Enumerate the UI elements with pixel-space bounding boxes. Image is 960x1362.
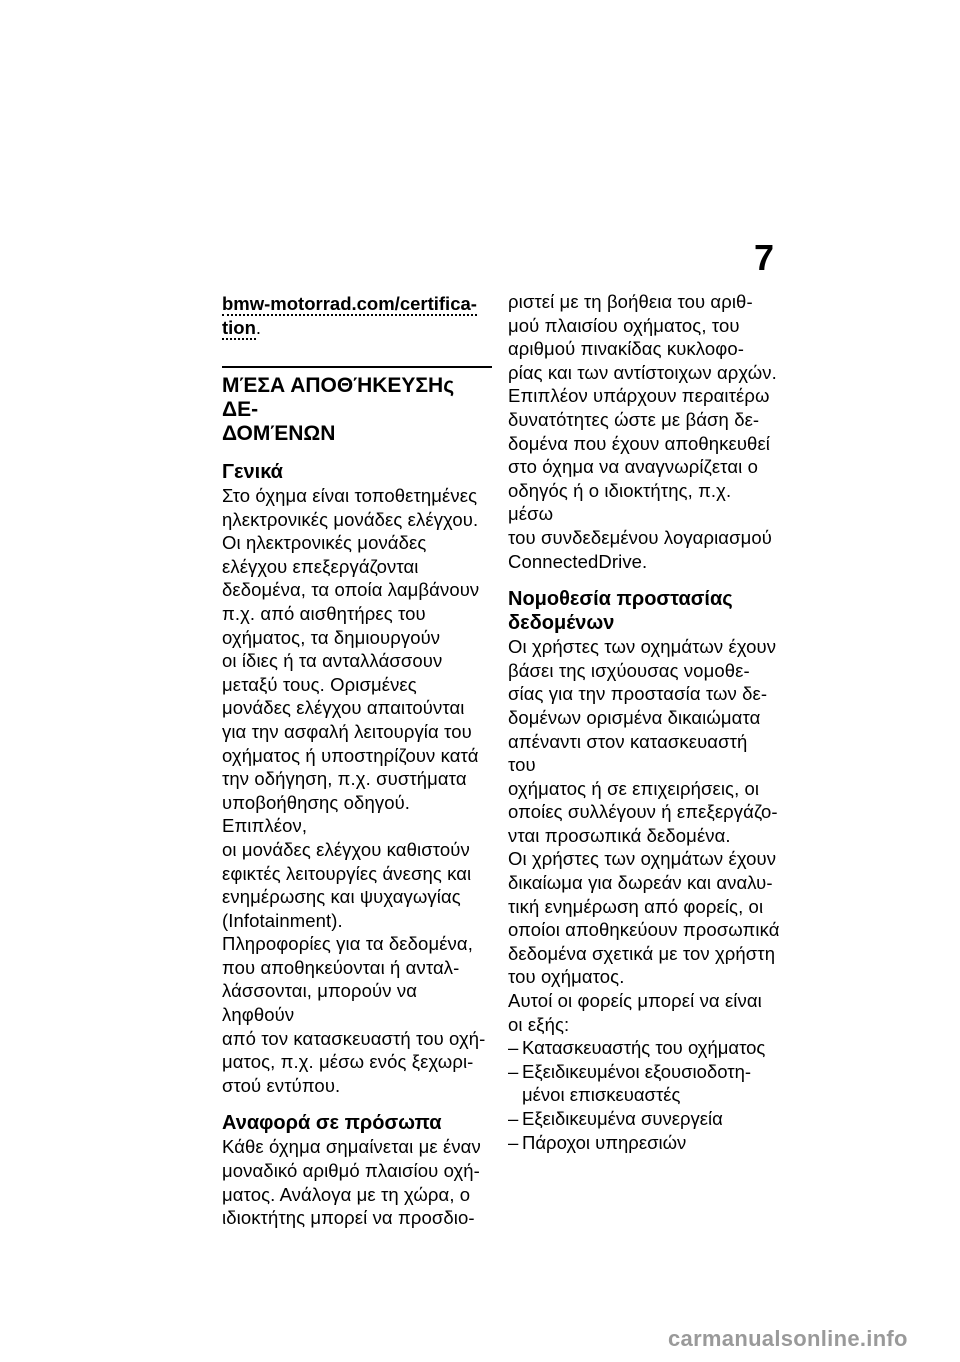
- text-line: οι μονάδες ελέγχου καθιστούν: [222, 838, 470, 860]
- text-line: στού εντύπου.: [222, 1074, 341, 1096]
- text-line: ιδιοκτήτης μπορεί να προσδιο-: [222, 1207, 475, 1229]
- text-line: σίας για την προστασία των δε-: [508, 683, 768, 705]
- text-line: μονάδες ελέγχου απαιτούνται: [222, 697, 465, 719]
- text-line: οποίες συλλέγουν ή επεξεργάζο-: [508, 801, 778, 823]
- text-line: απέναντι στον κατασκευαστή του: [508, 730, 748, 776]
- text-line: από τον κατασκευαστή του οχή-: [222, 1027, 486, 1049]
- text-line: ματος, π.χ. μέσω ενός ξεχωρι-: [222, 1051, 474, 1073]
- text-line: ματος. Ανάλογα με τη χώρα, ο: [222, 1183, 471, 1205]
- list-item-text-line-1: Εξειδικευμένοι εξουσιοδοτη-: [522, 1060, 752, 1082]
- list-item-text: Κατασκευαστής του οχήματος: [522, 1037, 766, 1059]
- section-title-line-2: ΔΟΜΈΝΩΝ: [222, 422, 336, 445]
- dash-bullet: –: [508, 1131, 519, 1153]
- text-line: τική ενημέρωση από φορείς, οι: [508, 895, 764, 917]
- text-line: οχήματος, τα δημιουργούν: [222, 626, 441, 648]
- text-line: βάσει της ισχύουσας νομοθε-: [508, 659, 750, 681]
- list-item: [508, 1036, 780, 1060]
- law-heading: [508, 587, 780, 635]
- certification-link-block: [222, 292, 492, 340]
- text-line: στο όχημα να αναγνωρίζεται ο: [508, 456, 758, 478]
- general-heading: Γενικά: [222, 461, 283, 483]
- text-line: ηλεκτρονικές μονάδες ελέγχου.: [222, 508, 479, 530]
- text-line: δεδομένα σχετικά με τον χρήστη: [508, 942, 776, 964]
- text-line: Οι χρήστες των οχημάτων έχουν: [508, 848, 777, 870]
- text-line: για την ασφαλή λειτουργία του: [222, 720, 472, 742]
- text-line: π.χ. από αισθητήρες του: [222, 602, 426, 624]
- text-line: λάσσονται, μπορούν να ληφθούν: [222, 980, 417, 1026]
- persons-paragraph: [222, 1135, 492, 1229]
- persons-heading: Αναφορά σε πρόσωπα: [222, 1112, 442, 1135]
- link-suffix: .: [255, 317, 262, 338]
- text-line: οι εξής:: [508, 1013, 570, 1035]
- section-title-line-1: ΜΈΣΑ ΑΠΟΘΉΚΕΥΣΗς ΔΕ-: [222, 374, 455, 421]
- text-line: μοναδικό αριθμό πλαισίου οχή-: [222, 1160, 480, 1182]
- continuation-paragraph: [508, 290, 780, 573]
- text-line: μού πλαισίου οχήματος, του: [508, 314, 740, 336]
- text-line: δεδομένα, τα οποία λαμβάνουν: [222, 579, 480, 601]
- text-line: Κάθε όχημα σημαίνεται με έναν: [222, 1136, 481, 1158]
- general-paragraph: [222, 484, 492, 1097]
- text-line: ενημέρωσης και ψυχαγωγίας: [222, 886, 461, 908]
- text-line: οι ίδιες ή τα ανταλλάσσουν: [222, 650, 443, 672]
- law-paragraph: [508, 635, 780, 1036]
- section-title: [222, 374, 492, 446]
- law-heading-line-1: Νομοθεσία προστασίας: [508, 588, 733, 611]
- list-item: [508, 1131, 780, 1155]
- text-line: ελέγχου επεξεργάζονται: [222, 555, 419, 577]
- text-line: Επιπλέον υπάρχουν περαιτέρω: [508, 385, 770, 407]
- law-heading-line-2: δεδομένων: [508, 612, 615, 635]
- text-line: δομένα που έχουν αποθηκευθεί: [508, 432, 771, 454]
- text-line: του οχήματος.: [508, 966, 625, 988]
- text-line: ριστεί με τη βοήθεια του αριθ-: [508, 291, 753, 312]
- text-line: οποίοι αποθηκεύουν προσωπικά: [508, 919, 780, 941]
- dash-bullet: –: [508, 1037, 519, 1059]
- right-column: [508, 290, 780, 1154]
- text-line: ρίας και των αντίστοιχων αρχών.: [508, 361, 777, 383]
- section-divider: [222, 366, 492, 368]
- list-item-text: Εξειδικευμένα συνεργεία: [522, 1108, 723, 1129]
- list-item: [508, 1107, 780, 1131]
- text-line: Οι χρήστες των οχημάτων έχουν: [508, 636, 777, 658]
- text-line: οδηγός ή ο ιδιοκτήτης, π.χ. μέσω: [508, 479, 732, 525]
- text-line: αριθμού πινακίδας κυκλοφο-: [508, 338, 744, 360]
- text-line: δομένων ορισμένα δικαιώματα: [508, 706, 761, 728]
- text-line: που αποθηκεύονται ή ανταλ-: [222, 956, 460, 978]
- text-line: υποβοήθησης οδηγού. Επιπλέον,: [222, 791, 411, 837]
- text-line: δυνατότητες ώστε με βάση δε-: [508, 408, 760, 430]
- list-item: [508, 1060, 780, 1107]
- entities-list: [508, 1036, 780, 1154]
- text-line: μεταξύ τους. Ορισμένες: [222, 673, 417, 695]
- text-line: Πληροφορίες για τα δεδομένα,: [222, 933, 473, 955]
- text-line: ConnectedDrive.: [508, 550, 648, 572]
- text-line: (Infotainment).: [222, 909, 343, 931]
- page-number: 7: [754, 237, 775, 278]
- text-line: Στο όχημα είναι τοποθετημένες: [222, 485, 478, 506]
- dash-bullet: –: [508, 1108, 519, 1129]
- text-line: την οδήγηση, π.χ. συστήματα: [222, 768, 467, 790]
- dash-bullet: –: [508, 1060, 519, 1082]
- list-item-text: Πάροχοι υπηρεσιών: [522, 1131, 687, 1153]
- certification-link-line-1[interactable]: bmw-motorrad.com/certifica-: [222, 293, 477, 314]
- text-line: του συνδεδεμένου λογαριασμού: [508, 526, 772, 548]
- text-line: Αυτοί οι φορείς μπορεί να είναι: [508, 990, 762, 1012]
- text-line: δικαίωμα για δωρεάν και αναλυ-: [508, 872, 773, 894]
- left-column: [222, 290, 492, 1230]
- text-line: νται προσωπικά δεδομένα.: [508, 824, 731, 846]
- certification-link-line-2[interactable]: tion: [222, 317, 256, 338]
- text-line: εφικτές λειτουργίες άνεσης και: [222, 862, 472, 884]
- text-line: οχήματος ή σε επιχειρήσεις, οι: [508, 777, 760, 799]
- watermark: carmanualsonline.info: [668, 1326, 908, 1351]
- list-item-text-line-2: μένοι επισκευαστές: [522, 1084, 681, 1106]
- text-line: οχήματος ή υποστηρίζουν κατά: [222, 744, 479, 766]
- text-line: Οι ηλεκτρονικές μονάδες: [222, 532, 427, 554]
